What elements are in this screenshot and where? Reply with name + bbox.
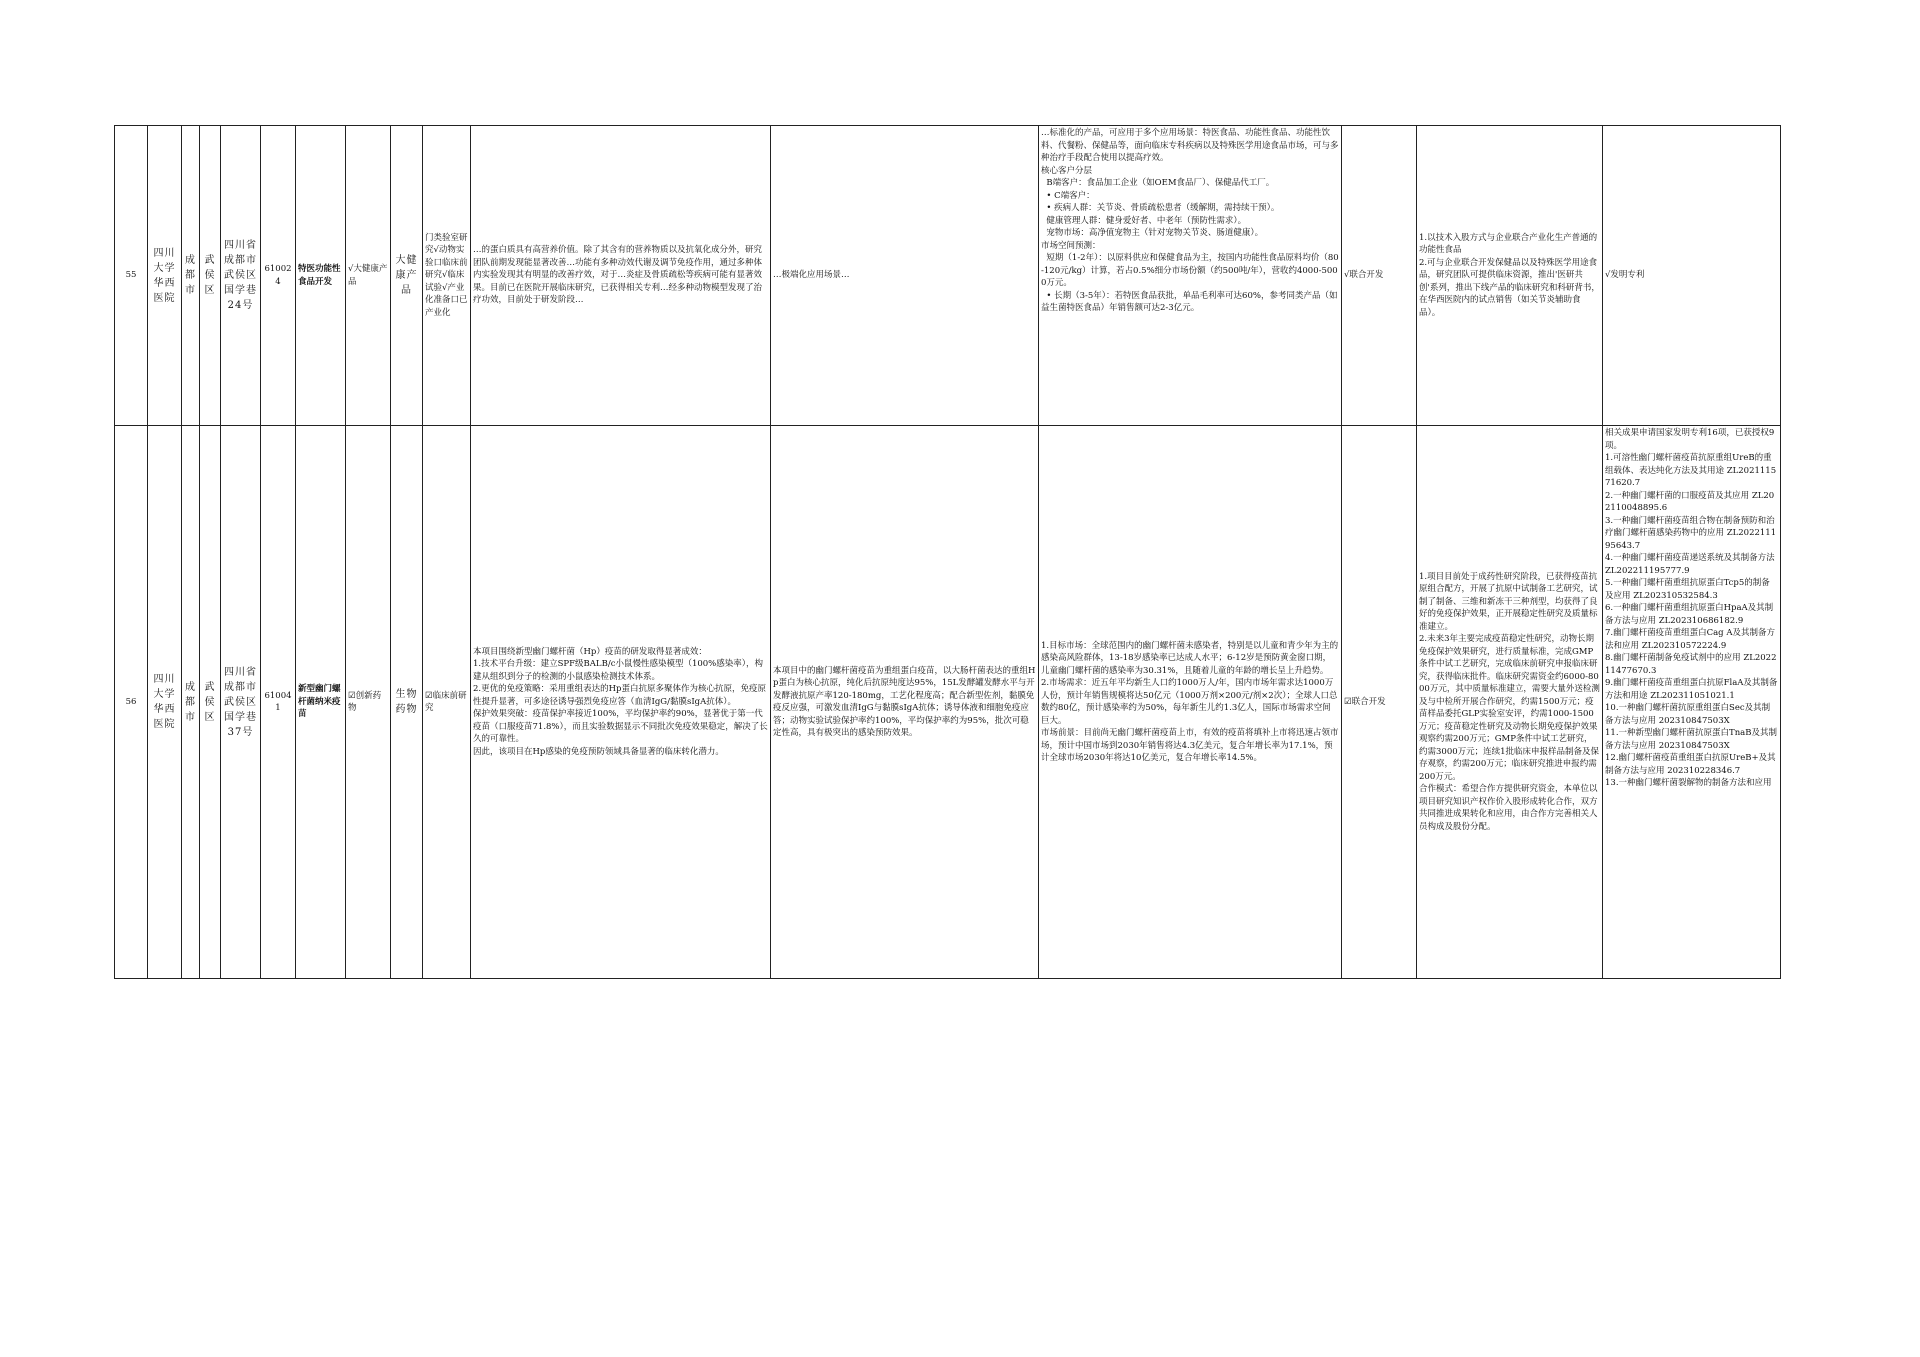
- cooperation-cell: 1.以技术入股方式与企业联合产业化生产普通的功能性食品 2.可与企业联合开发保健品以及特殊医学用途食品，研究团队可提供临床资源，推出'医研共创'系列，推出下线产品的临床研究和科研背书，在华西医院内的试点销售（如关节炎辅助食品）。: [1417, 126, 1603, 426]
- market-cell: 1.目标市场：全球范围内的幽门螺杆菌未感染者，特别是以儿童和青少年为主的感染高风险群体，13-18岁感染率已达成人水平；6-12岁是预防黄金窗口期，儿童幽门螺杆菌的感染率为30.31%，且随着儿童的年龄的增长呈上升趋势。 2.市场需求：近五年平均新生人口约1000万人/年，国内市场年需求达1000万人份，预计年销售规模将达50亿元（1000万剂×200元/剂×2次）；全球人口总数约80亿，预计感染率约为50%，每年新生儿约1.3亿人，国际市场需求空间巨大。 市场前景：目前尚无幽门螺杆菌疫苗上市，有效的疫苗将填补上市将迅速占领市场，预计中国市场到2030年销售将达4.3亿美元，复合年增长率为17.1%，预计全球市场2030年将达10亿美元，复合年增长率14.5%。: [1039, 426, 1342, 979]
- district-cell: 武侯区: [200, 126, 221, 426]
- intro-cell: …的蛋白质具有高营养价值。除了其含有的营养物质以及抗氧化成分外，研究团队前期发现能显著改善…功能有多种动效代谢及调节免疫作用，通过多种体内实验发现其有明显的改善疗效，对于…炎症及骨质疏松等疾病可能有显著效果。目前已在医院开展临床研究，已获得相关专利…经多种动物模型发现了治疗功效，目前处于研发阶段…: [471, 126, 771, 426]
- field-cell: 大健康产品: [391, 126, 423, 426]
- address-cell: 四川省成都市武侯区国学巷24号: [221, 126, 261, 426]
- institution-cell: 四川大学华西医院: [148, 426, 182, 979]
- ip-cell: 相关成果申请国家发明专利16项，已获授权9项。 1.可溶性幽门螺杆菌疫苗抗原重组UreB的重组载体、表达纯化方法及其用途 ZL202111571620.7 2.一种幽门螺杆菌的口服疫苗及其应用 ZL202110048895.6 3.一种幽门螺杆菌疫苗组合物在制备预防和治疗幽门螺杆菌感染药物中的应用 ZL202211195643.7 4.一种幽门螺杆菌疫苗递送系统及其制备方法 ZL202211195777.9 5.一种幽门螺杆菌重组抗原蛋白Tcp5的制备及应用 ZL202310532584.3 6.一种幽门螺杆菌重组抗原蛋白HpaA及其制备方法与应用 ZL202310686182.9 7.幽门螺杆菌疫苗重组蛋白Cag A及其制备方法和应用 ZL202310572224.9 8.幽门螺杆菌制备免疫试剂中的应用 ZL202211477670.3 9.幽门螺杆菌疫苗重组蛋白抗原FlaA及其制备方法和用途 ZL202311051021.1 10.一种幽门螺杆菌抗原重组蛋白Sec及其制备方法与应用 202310847503X 11.一种新型幽门螺杆菌抗原蛋白TnaB及其制备方法与应用 202310847503X 12.幽门螺杆菌疫苗重组蛋白抗原UreB+及其制备方法与应用 202310228346.7 13.一种幽门螺杆菌裂解物的制备方法和应用: [1603, 426, 1781, 979]
- postal-code-cell: 610041: [261, 426, 296, 979]
- city-cell: 成都市: [182, 426, 200, 979]
- table-row: [115, 126, 1781, 426]
- postal-code-cell: 610024: [261, 126, 296, 426]
- table-row: [115, 426, 1781, 979]
- advantage-cell: 本项目中的幽门螺杆菌疫苗为重组蛋白疫苗，以大肠杆菌表达的重组Hp蛋白为核心抗原，纯化后抗原纯度达95%，15L发酵罐发酵水平与开发酵液抗原产率120-180mg，工艺化程度高；配合新型佐剂，黏膜免疫反应强，可激发血清IgG与黏膜sIgA抗体；诱导体液和细胞免疫应答；动物实验试验保护率约100%，平均保护率约为95%，批次可稳定性高，具有极突出的感染预防效果。: [771, 426, 1039, 979]
- city-cell: 成都市: [182, 126, 200, 426]
- mode-cell: ☑联合开发: [1342, 426, 1417, 979]
- field-cell: 生物药物: [391, 426, 423, 979]
- category-cell: √大健康产品: [346, 126, 391, 426]
- stage-cell: 门类验室研究√动物实验口临床前研究√临床试验√产业化准备口已产业化: [423, 126, 471, 426]
- advantage-cell: …极端化应用场景…: [771, 126, 1039, 426]
- project-table: [114, 125, 1781, 979]
- category-cell: ☑创新药物: [346, 426, 391, 979]
- market-cell: …标准化的产品，可应用于多个应用场景：特医食品、功能性食品、功能性饮料、代餐粉、保健品等，面向临床专科疾病以及特殊医学用途食品市场，可与多种治疗手段配合使用以提高疗效。 核心客户分层 B端客户：食品加工企业（如OEM食品厂）、保健品代工厂。 • C端客户： • 疾病人群：关节炎、骨质疏松患者（缓解期，需持续干预）。 健康管理人群：健身爱好者、中老年（预防性需求）。 宠物市场：高净值宠物主（针对宠物关节炎、肠道健康）。 市场空间预测： 短期（1-2年）：以原料供应和保健食品为主，按国内功能性食品原料均价（80-120元/kg）计算，若占0.5%细分市场份额（约500吨/年），营收约4000-5000万元。 • 长期（3-5年）：若特医食品获批，单品毛利率可达60%，参考同类产品（如益生菌特医食品）年销售额可达2-3亿元。: [1039, 126, 1342, 426]
- district-cell: 武侯区: [200, 426, 221, 979]
- ip-cell: √发明专利: [1603, 126, 1781, 426]
- row-number: 55: [115, 126, 148, 426]
- institution-cell: 四川大学华西医院: [148, 126, 182, 426]
- row-number: 56: [115, 426, 148, 979]
- intro-cell: 本项目围绕新型幽门螺杆菌（Hp）疫苗的研发取得显著成效： 1.技术平台升级：建立SPF级BALB/c小鼠慢性感染模型（100%感染率），构建从组织到分子的检测的小鼠感染检测技术体系。 2.更优的免疫策略：采用重组表达的Hp蛋白抗原多聚体作为核心抗原，免疫原性提升显著，可多途径诱导强烈免疫应答（血清IgG/黏膜sIgA抗体）。 保护效果突破：疫苗保护率接近100%，平均保护率约90%，显著优于第一代疫苗（口服疫苗71.8%），而且实验数据显示不同批次免疫效果稳定，解决了长久的可靠性。 因此，该项目在Hp感染的免疫预防领域具备显著的临床转化潜力。: [471, 426, 771, 979]
- project-name-cell: 新型幽门螺杆菌纳米疫苗: [296, 426, 346, 979]
- address-cell: 四川省成都市武侯区国学巷37号: [221, 426, 261, 979]
- mode-cell: √联合开发: [1342, 126, 1417, 426]
- cooperation-cell: 1.项目目前处于成药性研究阶段，已获得疫苗抗原组合配方，开展了抗原中试制备工艺研究，试制了制备、三维和新冻干三种剂型，均获得了良好的免疫保护效果，正开展稳定性研究及质量标准建立。 2.未来3年主要完成疫苗稳定性研究，动物长期免疫保护效果研究，进行质量标准，完成GMP条件中试工艺研究，完成临床前研究申报临床研究，获得临床批件。临床研究需资金约6000-8000万元，其中质量标准建立，需要大量外送检测及与中检所开展合作研究，约需1500万元；疫苗样品委托GLP实验室安评，约需1000-1500万元；疫苗稳定性研究及动物长期免疫保护效果观察约需200万元；GMP条件中试工艺研究，约需3000万元；连续1批临床申报样品制备及保存观察，约需200万元；临床研究推进申报约需200万元。 合作模式：希望合作方提供研究资金，本单位以项目研究知识产权作价入股形成转化合作，双方共同推进成果转化和应用，由合作方完善相关人员构成及股份分配。: [1417, 426, 1603, 979]
- project-name-cell: 特医功能性食品开发: [296, 126, 346, 426]
- stage-cell: ☑临床前研究: [423, 426, 471, 979]
